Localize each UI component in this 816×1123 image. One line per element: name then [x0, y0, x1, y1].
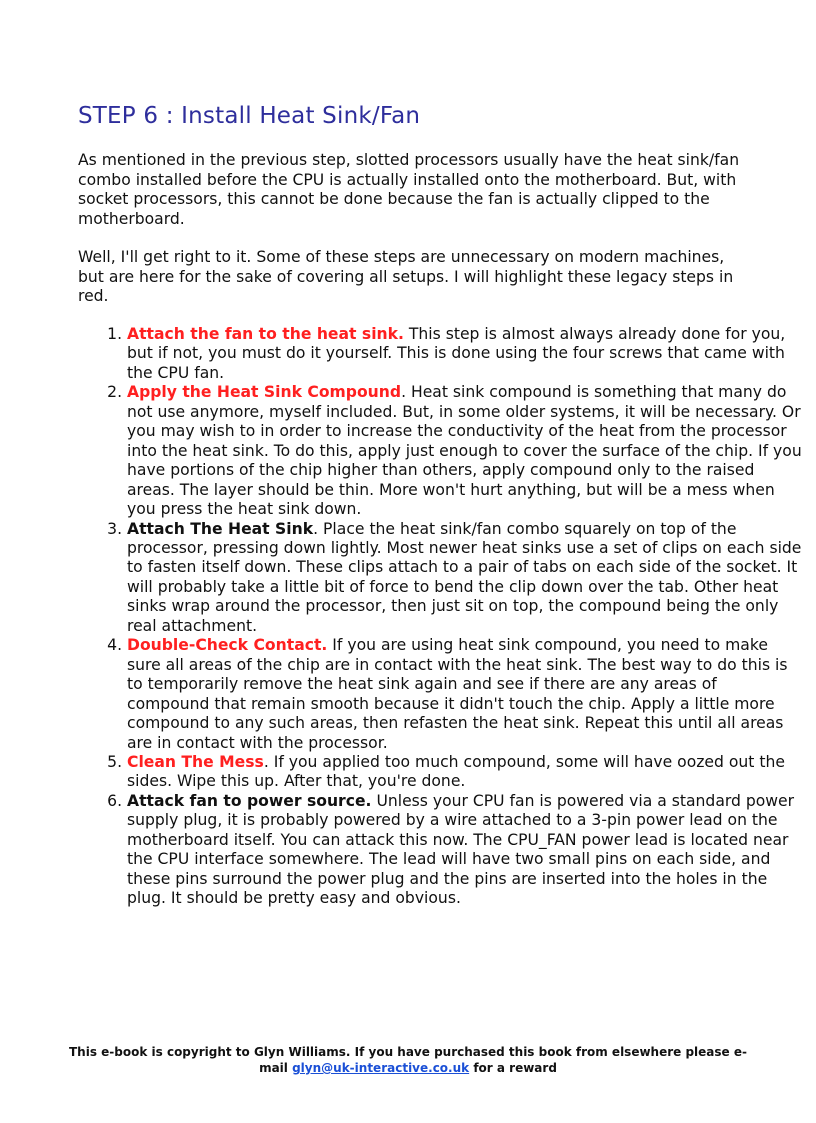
page-title: STEP 6 : Install Heat Sink/Fan	[78, 103, 421, 129]
step-text: . Place the heat sink/fan combo squarely on top of the processor, pressing down lightly. Most newer heat sinks use a set of clips on each side to fasten itself down. These clips attach to a pair of tabs on each side of the socket. It will probably take a little bit of force to bend the clip down over the tab. Other heat sinks wrap around the processor, then just sit on top, the compound being the only real attachment.	[127, 519, 802, 635]
footer-text-end: for a reward	[469, 1061, 557, 1075]
footer-text: This e-book is copyright to Glyn Williams. If you have purchased this book from elsewhere please e-mail	[69, 1045, 747, 1075]
step-title: Attach the fan to the heat sink.	[127, 325, 404, 343]
step-text: If you are using heat sink compound, you need to make sure all areas of the chip are in contact with the heat sink. The best way to do this is to temporarily remove the heat sink again and see if there are any areas of compound that remain smooth because it didn't touch the chip. Apply a little more compound to any such areas, then refasten the heat sink. Repeat this until all areas are in contact with the processor.	[127, 636, 788, 752]
step-title: Clean The Mess	[127, 752, 264, 771]
intro-paragraph-2: Well, I'll get right to it. Some of these steps are unnecessary on modern machines, but are here for the sake of covering all setups. I will highlight these legacy steps in red.	[78, 248, 734, 306]
step-text: . Heat sink compound is something that many do not use anymore, myself included. But, in some older systems, it will be necessary. Or you may wish to in order to increase the conductivity of the heat from the processor into the heat sink. To do this, apply just enough to cover the surface of the chip. If you have portions of the chip higher than others, apply compound only to the raised areas. The layer should be thin. More won't hurt anything, but will be a mess when you press the heat sink down.	[127, 383, 802, 519]
step-text: . If you applied too much compound, some will have oozed out the sides. Wipe this up. After that, you're done.	[127, 752, 785, 791]
step-title: Double-Check Contact.	[127, 636, 328, 655]
steps-list	[78, 325, 802, 909]
copyright-footer	[60, 1044, 756, 1076]
step-title: Attach The Heat Sink	[127, 519, 314, 538]
list-item	[127, 325, 802, 383]
list-item	[127, 792, 802, 909]
list-item	[127, 383, 802, 519]
email-link[interactable]: glyn@uk-interactive.co.uk	[292, 1061, 470, 1075]
step-title: Attack fan to power source.	[127, 791, 372, 810]
step-title: Apply the Heat Sink Compound	[127, 383, 402, 402]
intro-paragraph-1: As mentioned in the previous step, slotted processors usually have the heat sink/fan combo installed before the CPU is actually installed onto the motherboard. But, with socket processors, this cannot be done because the fan is actually clipped to the motherboard.	[78, 151, 740, 228]
list-item	[127, 520, 802, 637]
step-text: Unless your CPU fan is powered via a standard power supply plug, it is probably powered by a wire attached to a 3-pin power lead on the motherboard itself. You can attack this now. The CPU_FAN power lead is located near the CPU interface somewhere. The lead will have two small pins on each side, and these pins surround the power plug and the pins are inserted into the holes in the plug. It should be pretty easy and obvious.	[127, 791, 795, 908]
step-text: This step is almost always already done for you, but if not, you must do it yourself. This is done using the four screws that came with the CPU fan.	[127, 325, 786, 382]
list-item	[127, 636, 802, 753]
list-item	[127, 753, 802, 792]
